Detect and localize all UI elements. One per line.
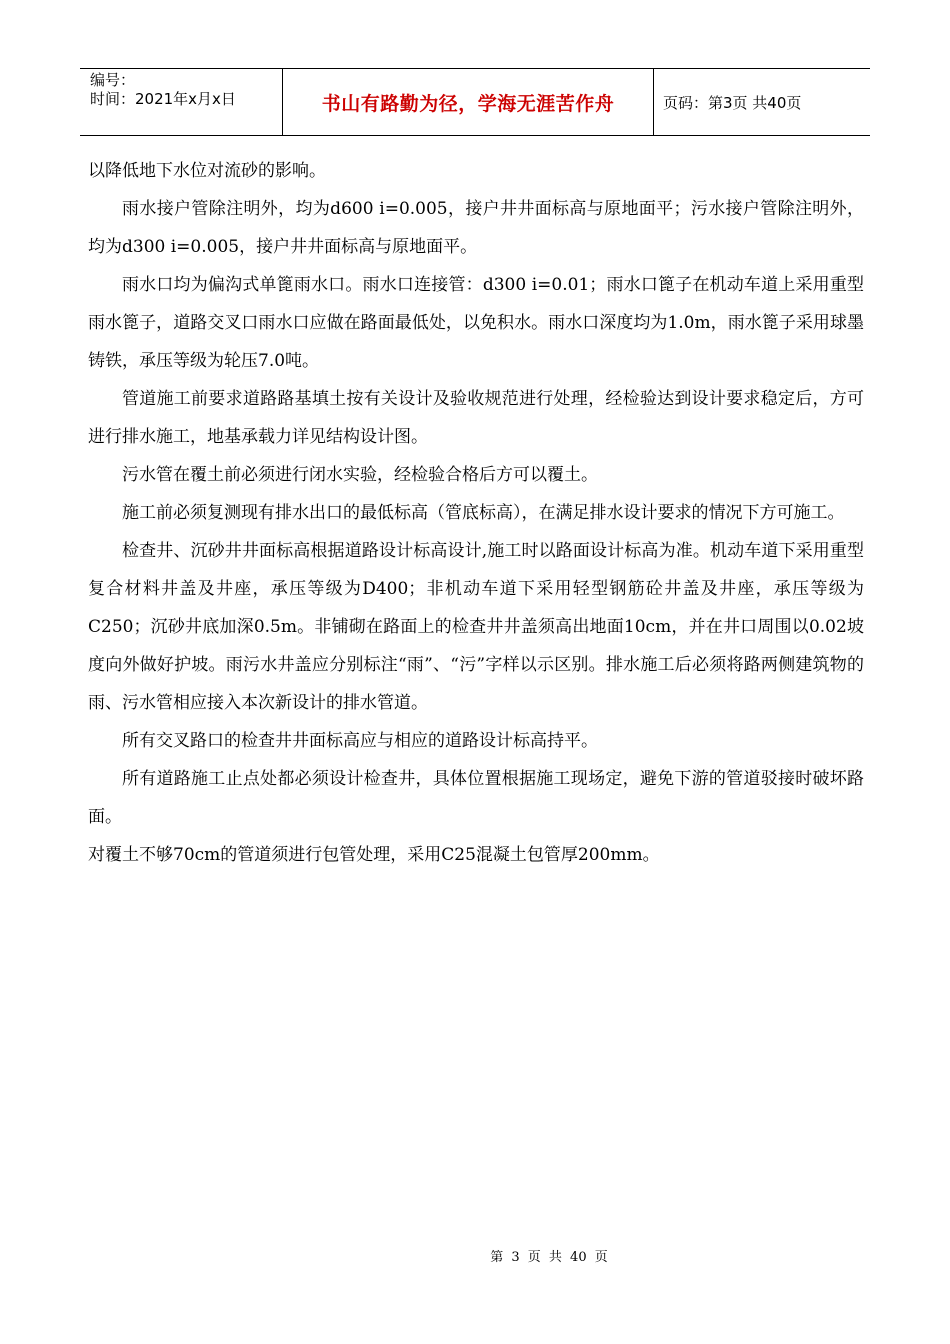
body-paragraph: 雨水口均为偏沟式单篦雨水口。雨水口连接管：d300 i=0.01；雨水口篦子在机动车道上采用重型雨水篦子，道路交叉口雨水口应做在路面最低处，以免积水。雨水口深度均为1.0m，雨水篦子采用球墨铸铁，承压等级为轮压7.0吨。 (88, 275, 864, 371)
body-paragraph: 管道施工前要求道路路基填土按有关设计及验收规范进行处理，经检验达到设计要求稳定后，方可进行排水施工，地基承载力详见结构设计图。 (88, 389, 864, 447)
body-paragraph: 雨水接户管除注明外，均为d600 i=0.005，接户井井面标高与原地面平；污水接户管除注明外，均为d300 i=0.005，接户井井面标高与原地面平。 (88, 199, 864, 257)
body-paragraph: 以降低地下水位对流砂的影响。 (88, 161, 326, 181)
body-paragraph: 对覆土不够70cm的管道须进行包管处理，采用C25混凝土包管厚200mm。 (88, 845, 660, 865)
document-date: 时间：2021年x月x日 (90, 90, 236, 108)
page-footer (0, 1246, 950, 1265)
header-page-info: 页码：第3页 共40页 (663, 93, 802, 112)
footer-page-number: 第 3 页 共 40 页 (490, 1250, 608, 1265)
body-paragraph: 施工前必须复测现有排水出口的最低标高（管底标高），在满足排水设计要求的情况下方可施工。 (122, 503, 845, 523)
document-body (88, 152, 864, 874)
document-code-label: 编号： (90, 71, 136, 89)
body-paragraph: 所有道路施工止点处都必须设计检查井，具体位置根据施工现场定，避免下游的管道驳接时破坏路面。 (88, 769, 864, 827)
page-header (80, 68, 870, 136)
header-page-cell (654, 69, 870, 135)
header-left-cell (80, 69, 282, 135)
body-paragraph: 污水管在覆土前必须进行闭水实验，经检验合格后方可以覆土。 (122, 465, 598, 485)
header-motto-cell (282, 69, 654, 135)
header-motto: 书山有路勤为径，学海无涯苦作舟 (321, 92, 615, 115)
body-paragraph: 检查井、沉砂井井面标高根据道路设计标高设计,施工时以路面设计标高为准。机动车道下采用重型复合材料井盖及井座，承压等级为D400；非机动车道下采用轻型钢筋砼井盖及井座，承压等级为C250；沉砂井底加深0.5m。非铺砌在路面上的检查井井盖须高出地面10cm，并在井口周围以0.02坡度向外做好护坡。雨污水井盖应分别标注“雨”、“污”字样以示区别。排水施工后必须将路两侧建筑物的雨、污水管相应接入本次新设计的排水管道。 (88, 541, 864, 713)
body-paragraph: 所有交叉路口的检查井井面标高应与相应的道路设计标高持平。 (122, 731, 598, 751)
